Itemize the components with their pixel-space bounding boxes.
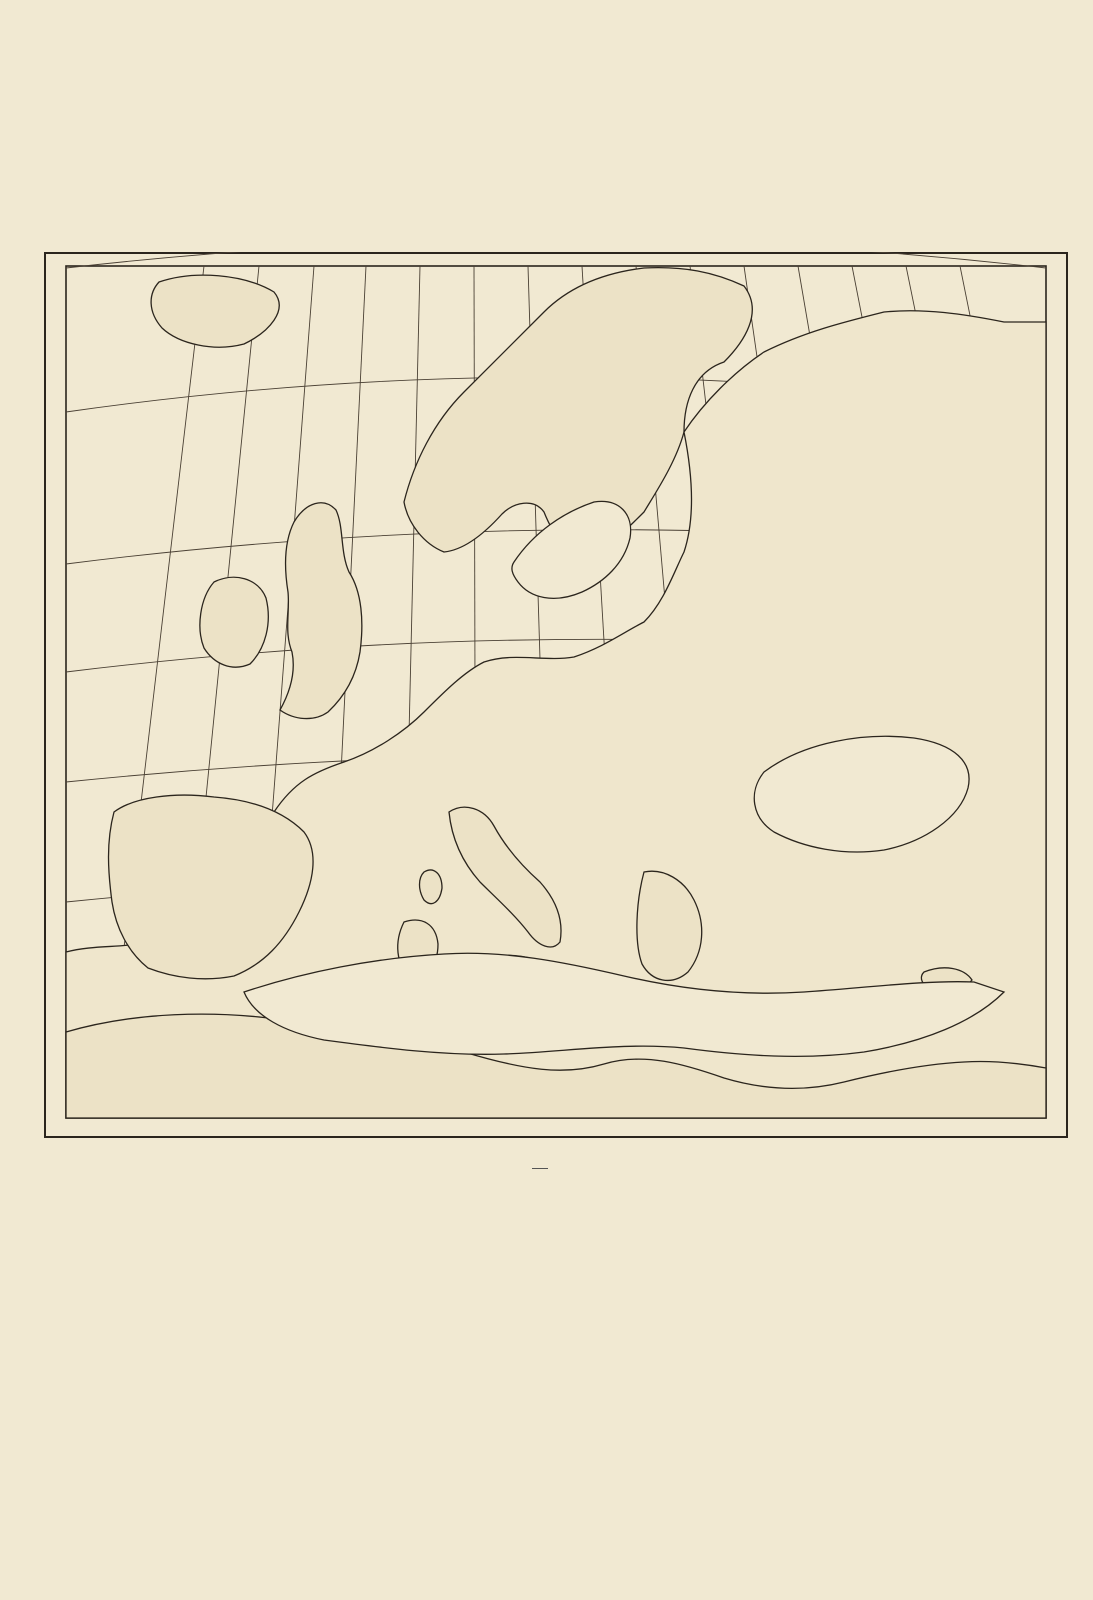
map-frame (44, 252, 1068, 1138)
ireland-shape (200, 577, 268, 667)
separator-dash (532, 1168, 548, 1169)
baltic-sea-shape (512, 501, 631, 598)
text-column-left (78, 1192, 492, 1252)
corsica-shape (420, 870, 443, 904)
britain-shape (280, 503, 362, 719)
iceland-shape (151, 275, 279, 347)
description-text (78, 1192, 934, 1522)
europe-map (44, 252, 1068, 1138)
